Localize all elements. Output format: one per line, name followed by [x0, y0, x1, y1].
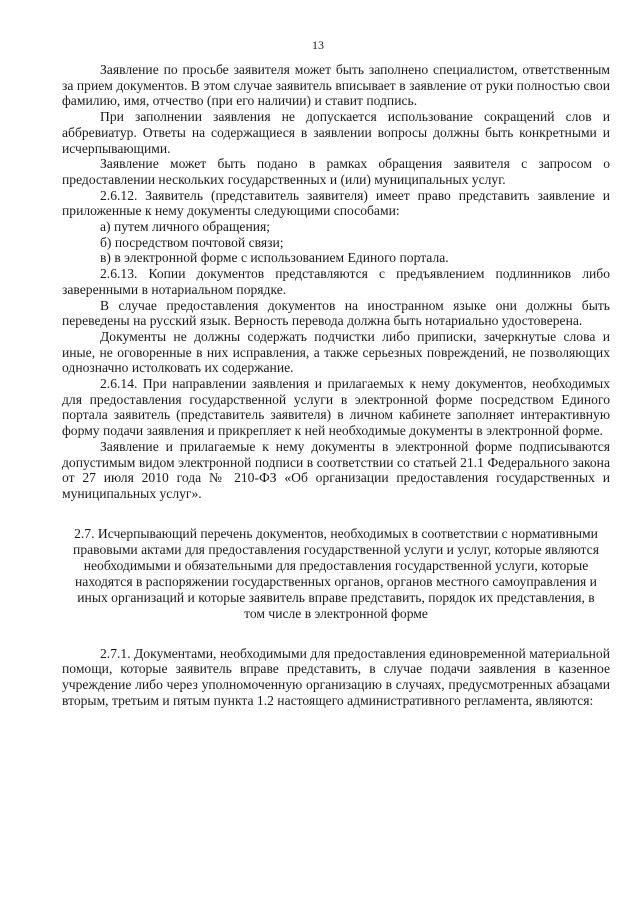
- paragraph: 2.6.12. Заявитель (представитель заявителя) имеет право представить заявление и приложенные к нему документы следующими способами:: [62, 187, 610, 219]
- paragraph: 2.6.13. Копии документов представляются с предъявлением подлинников либо заверенными в нотариальном порядке.: [62, 266, 610, 297]
- paragraph: При заполнении заявления не допускается использование сокращений слов и аббревиатур. Ответы на содержащиеся в заявлении вопросы должны быть конкретными и исчерпывающими.: [62, 109, 610, 156]
- paragraph: В случае предоставления документов на иностранном языке они должны быть переведены на русский язык. Верность перевода должна быть нотариально удостоверена.: [62, 297, 610, 329]
- list-item: в) в электронной форме с использованием Единого портала.: [100, 250, 449, 266]
- page-number: 13: [312, 38, 324, 52]
- paragraph: Заявление может быть подано в рамках обращения заявителя с запросом о предоставлении нескольких государственных и (или) муниципальных услуг.: [62, 156, 610, 187]
- list-item: а) путем личного обращения;: [100, 219, 271, 235]
- paragraph: Документы не должны содержать подчистки либо приписки, зачеркнутые слова и иные, не оговоренные в них исправления, а также серьезных повреждений, не позволяющих однозначно истолковать их содержание.: [62, 328, 610, 376]
- paragraph: Заявление по просьбе заявителя может быть заполнено специалистом, ответственным за прием документов. В этом случае заявитель вписывает в заявление от руки полностью свои фамилию, имя, отчество (при его наличии) и ставит подпись.: [62, 62, 610, 109]
- section-heading: 2.7. Исчерпывающий перечень документов, необходимых в соответствии с нормативными правовыми актами для предоставления государственной услуги и услуг, которые являются необходимыми и обязательными для предоставления государственной услуги, которые находятся в распоряжении государственных органов, органов местного самоуправления и иных организаций и которые заявитель вправе представить, порядок их представления, в том числе в электронной форме: [73, 525, 599, 621]
- paragraph: 2.6.14. При направлении заявления и прилагаемых к нему документов, необходимых для предоставления государственной услуги в электронной форме посредством Единого портала заявитель (представитель заявителя) в личном кабинете заполняет интерактивную форму подачи заявления и прикрепляет к ней необходимые документы в электронной форме.: [62, 376, 610, 439]
- document-body: [62, 62, 610, 709]
- paragraph: 2.7.1. Документами, необходимыми для предоставления единовременной материальной помощи, которые заявитель вправе представить, в случае подачи заявления в казенное учреждение либо через уполномоченную организацию в случаях, предусмотренных абзацами вторым, третьим и пятым пункта 1.2 настоящего административного регламента, являются:: [62, 645, 610, 708]
- paragraph: Заявление и прилагаемые к нему документы в электронной форме подписываются допустимым видом электронной подписи в соответствии со статьей 21.1 Федерального закона от 27 июля 2010 года № 210-ФЗ «Об организации предоставления государственных и муниципальных услуг».: [62, 438, 610, 501]
- list-item: б) посредством почтовой связи;: [100, 234, 284, 250]
